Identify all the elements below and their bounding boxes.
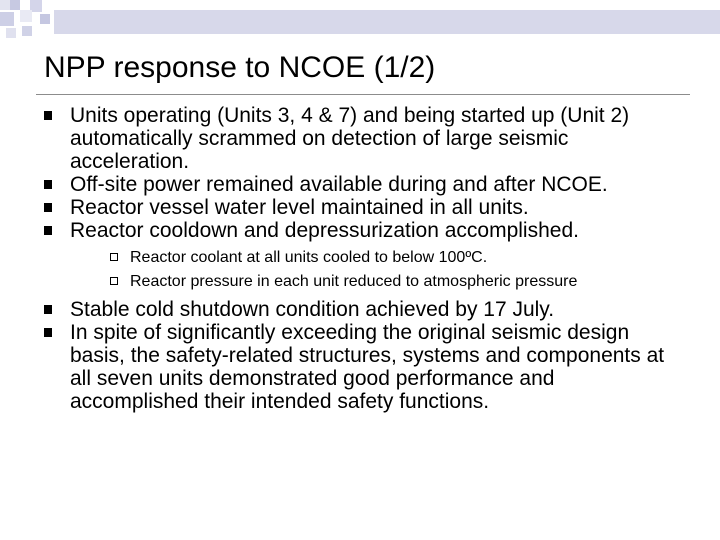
list-item: In spite of significantly exceeding the original seismic design basis, the safety-related structures, systems and components at all seven units demonstrated good performance and accomplished their intended safety functions. — [44, 321, 684, 413]
slide-body — [44, 104, 684, 413]
hollow-square-bullet-icon — [110, 277, 118, 285]
bullet-list — [44, 104, 684, 413]
list-item: Reactor vessel water level maintained in all units. — [44, 196, 684, 219]
square-bullet-icon — [44, 226, 52, 235]
hollow-square-bullet-icon — [110, 253, 118, 261]
deco-square — [0, 0, 10, 10]
deco-square — [40, 14, 50, 24]
header-decoration — [0, 0, 720, 40]
deco-square — [0, 12, 14, 26]
square-bullet-icon — [44, 180, 52, 189]
title-divider — [36, 94, 690, 95]
deco-square — [6, 28, 16, 38]
deco-square — [20, 10, 32, 22]
deco-square — [22, 26, 32, 36]
slide-title: NPP response to NCOE (1/2) — [44, 51, 436, 84]
list-item: Stable cold shutdown condition achieved by 17 July. — [44, 298, 684, 321]
list-item: Off-site power remained available during and after NCOE. — [44, 173, 684, 196]
square-bullet-icon — [44, 328, 52, 337]
sub-bullet-list — [70, 246, 684, 294]
sub-list-item: Reactor coolant at all units cooled to below 100ºC. — [70, 246, 684, 270]
list-item: Reactor cooldown and depressurization accomplished. Reactor coolant at all units cooled to below 100ºC. Reactor pressure in each unit reduced to atmospheric pressure — [44, 219, 684, 294]
header-band — [54, 10, 720, 34]
square-bullet-icon — [44, 111, 52, 120]
sub-list-item: Reactor pressure in each unit reduced to atmospheric pressure — [70, 270, 684, 294]
square-bullet-icon — [44, 203, 52, 212]
square-bullet-icon — [44, 305, 52, 314]
list-item: Units operating (Units 3, 4 & 7) and being started up (Unit 2) automatically scrammed on detection of large seismic acceleration. — [44, 104, 684, 173]
deco-square — [10, 0, 20, 10]
